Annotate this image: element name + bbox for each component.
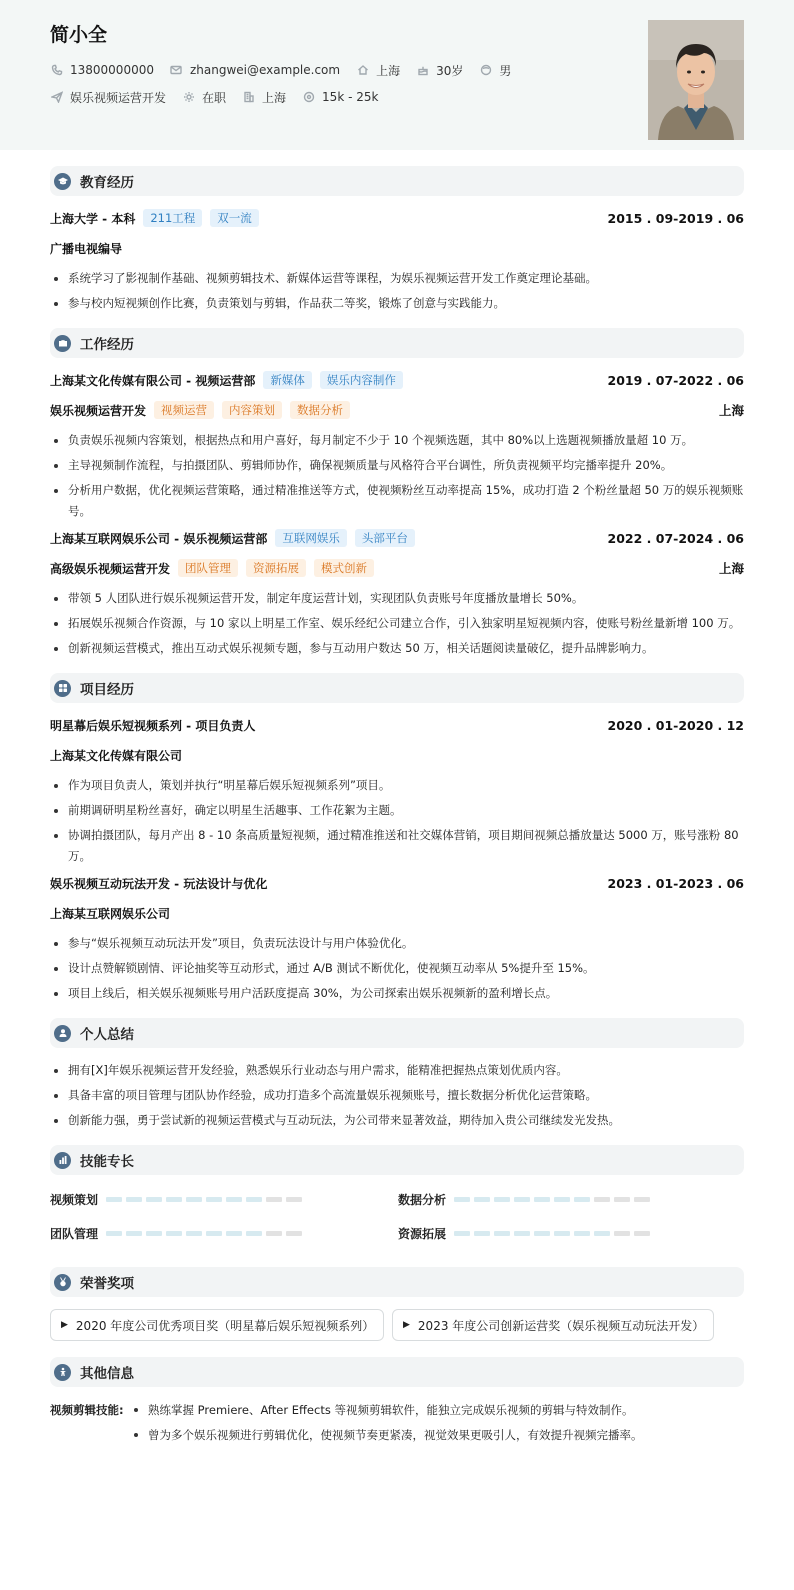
projects-header (50, 673, 744, 703)
work-title: 工作经历 (80, 337, 134, 353)
avatar-photo (648, 20, 744, 140)
city-item (356, 62, 400, 79)
skill-name: 视频策划 (50, 1192, 99, 1207)
awards-title: 荣誉奖项 (80, 1276, 134, 1292)
skill-level-segment (266, 1197, 282, 1202)
project-row (50, 873, 744, 893)
skill-level-segment (246, 1197, 262, 1202)
list-item: 具备丰富的项目管理与团队协作经验，成功打造多个高流量娱乐视频账号，擅长数据分析优化运营策略。 (50, 1085, 744, 1106)
project-org: 上海某互联网娱乐公司 (50, 906, 171, 921)
position-item (50, 89, 166, 106)
skill-level-segment (574, 1197, 590, 1202)
send-icon (50, 91, 63, 104)
school-name: 上海大学 - 本科 (50, 211, 136, 226)
skill-level-segment (594, 1231, 610, 1236)
target-city-text: 上海 (262, 90, 287, 105)
education-title: 教育经历 (80, 175, 134, 191)
list-item: 负责娱乐视频内容策划，根据热点和用户喜好，每月制定不少于 10 个视频选题，其中 80%以上选题视频播放量超 10 万。 (50, 430, 744, 451)
education-date: 2015 . 09-2019 . 06 (607, 210, 744, 226)
list-item: 熟练掌握 Premiere、After Effects 等视频剪辑软件，能独立完成娱乐视频的剪辑与特效制作。 (128, 1399, 643, 1421)
company-tag: 娱乐内容制作 (320, 371, 403, 389)
major-row (50, 238, 744, 258)
skill-level-segment (226, 1197, 242, 1202)
project-row (50, 715, 744, 735)
email-text[interactable]: zhangwei@example.com (189, 63, 341, 77)
skill-level-segment (574, 1231, 590, 1236)
list-item: 系统学习了影视制作基础、视频剪辑技术、新媒体运营等课程，为娱乐视频运营开发工作奠定理论基础。 (50, 268, 744, 289)
age-text: 30岁 (436, 63, 464, 78)
school-tag: 双一流 (210, 209, 259, 227)
skill-item (50, 1225, 398, 1241)
list-item: 参与校内短视频创作比赛，负责策划与剪辑，作品获二等奖，锻炼了创意与实践能力。 (50, 293, 744, 314)
work-bullets (50, 430, 744, 522)
role-row (50, 558, 744, 578)
skill-level-segment (614, 1197, 630, 1202)
award-card[interactable] (50, 1309, 384, 1341)
home-icon (356, 64, 369, 77)
role-tag: 内容策划 (222, 401, 282, 419)
project-item (50, 715, 744, 867)
company-tag: 新媒体 (263, 371, 312, 389)
summary-section (50, 1018, 744, 1131)
triangle-right-icon: ▶ (403, 1320, 410, 1330)
award-text: 2020 年度公司优秀项目奖（明星幕后娱乐短视频系列） (75, 1318, 375, 1333)
skill-name: 数据分析 (398, 1192, 447, 1207)
skill-level-segment (126, 1197, 142, 1202)
awards-section (50, 1267, 744, 1341)
skill-item (398, 1225, 698, 1241)
role-row (50, 400, 744, 420)
skill-level-segment (474, 1197, 490, 1202)
target-city-item (242, 89, 286, 106)
gender-text: 男 (499, 63, 512, 78)
project-bullets (50, 775, 744, 867)
candidate-name: 简小全 (50, 24, 108, 46)
project-item (50, 873, 744, 1004)
other-title: 其他信息 (80, 1366, 134, 1382)
skill-level-segment (514, 1231, 530, 1236)
list-item: 参与“娱乐视频互动玩法开发”项目，负责玩法设计与用户体验优化。 (50, 933, 744, 954)
project-name: 娱乐视频互动玩法开发 - 玩法设计与优化 (50, 876, 268, 891)
skill-name: 团队管理 (50, 1226, 99, 1241)
gender-item (479, 62, 511, 79)
skill-level-segment (634, 1197, 650, 1202)
city-text: 上海 (376, 63, 401, 78)
skill-level-segment (286, 1197, 302, 1202)
other-info-row (50, 1399, 744, 1449)
company-name: 上海某文化传媒有限公司 - 视频运营部 (50, 373, 256, 388)
project-date: 2023 . 01-2023 . 06 (607, 875, 744, 891)
work-bullets (50, 588, 744, 659)
education-header (50, 166, 744, 196)
skill-level-segment (634, 1231, 650, 1236)
list-item: 分析用户数据，优化视频运营策略，通过精准推送等方式，使视频粉丝互动率提高 15%，成功打造 2 个粉丝量超 50 万的娱乐视频账号。 (50, 480, 744, 522)
role-tag: 模式创新 (314, 559, 374, 577)
skill-level-segment (554, 1231, 570, 1236)
list-item: 设计点赞解锁剧情、评论抽奖等互动形式，通过 A/B 测试不断优化，使视频互动率从 5%提升至 15%。 (50, 958, 744, 979)
gender-icon (479, 64, 492, 77)
work-date: 2022 . 07-2024 . 06 (607, 530, 744, 546)
user-icon (54, 1025, 71, 1042)
skill-level-segment (186, 1231, 202, 1236)
list-item: 拓展娱乐视频合作资源，与 10 家以上明星工作室、娱乐经纪公司建立合作，引入独家明星短视频内容，使账号粉丝量新增 100 万。 (50, 613, 744, 634)
grid-icon (54, 680, 71, 697)
skill-level-segment (146, 1197, 162, 1202)
contact-row (50, 61, 744, 79)
work-item (50, 370, 744, 522)
school-tag: 211工程 (143, 209, 202, 227)
mail-icon (170, 64, 183, 77)
company-tag: 互联网娱乐 (275, 529, 347, 547)
salary-text: 15k - 25k (322, 90, 379, 104)
person-icon (54, 1364, 71, 1381)
project-org-row (50, 745, 744, 765)
project-org: 上海某文化传媒有限公司 (50, 748, 183, 763)
role-name: 娱乐视频运营开发 (50, 403, 147, 418)
company-row (50, 528, 744, 548)
resume-header (0, 0, 794, 150)
skill-level-segment (594, 1197, 610, 1202)
skill-level-segment (614, 1231, 630, 1236)
project-date: 2020 . 01-2020 . 12 (607, 717, 744, 733)
skill-level-bar (106, 1197, 306, 1202)
list-item: 项目上线后，相关娱乐视频账号用户活跃度提高 30%，为公司探索出娱乐视频新的盈利增长点。 (50, 983, 744, 1004)
skill-level-segment (246, 1231, 262, 1236)
list-item: 带领 5 人团队进行娱乐视频运营开发，制定年度运营计划，实现团队负责账号年度播放量增长 50%。 (50, 588, 744, 609)
company-name: 上海某互联网娱乐公司 - 娱乐视频运营部 (50, 531, 268, 546)
skill-level-segment (146, 1231, 162, 1236)
skill-level-segment (206, 1197, 222, 1202)
summary-header (50, 1018, 744, 1048)
company-tag: 头部平台 (355, 529, 415, 547)
role-tag: 数据分析 (290, 401, 350, 419)
role-name: 高级娱乐视频运营开发 (50, 561, 171, 576)
phone-text: 13800000000 (70, 63, 154, 77)
list-item: 作为项目负责人，策划并执行“明星幕后娱乐短视频系列”项目。 (50, 775, 744, 796)
awards-list (50, 1309, 744, 1341)
skill-item (50, 1191, 398, 1207)
skill-level-segment (494, 1197, 510, 1202)
other-label: 视频剪辑技能: (50, 1403, 124, 1417)
briefcase-icon (54, 335, 71, 352)
education-school-row (50, 208, 744, 228)
skill-level-segment (166, 1231, 182, 1236)
triangle-right-icon: ▶ (61, 1320, 68, 1330)
job-intent-row (50, 88, 744, 106)
role-tag: 团队管理 (178, 559, 238, 577)
work-header (50, 328, 744, 358)
project-bullets (50, 933, 744, 1004)
work-location: 上海 (718, 403, 744, 418)
project-name: 明星幕后娱乐短视频系列 - 项目负责人 (50, 718, 256, 733)
skill-level-bar (454, 1197, 654, 1202)
list-item: 前期调研明星粉丝喜好，确定以明星生活趣事、工作花絮为主题。 (50, 800, 744, 821)
skill-level-segment (474, 1231, 490, 1236)
major-name: 广播电视编导 (50, 241, 123, 256)
skill-item (398, 1191, 698, 1207)
skill-name: 资源拓展 (398, 1226, 447, 1241)
project-org-row (50, 903, 744, 923)
skill-level-segment (534, 1197, 550, 1202)
skill-level-segment (454, 1231, 470, 1236)
email-item (170, 63, 340, 77)
status-text: 在职 (202, 90, 227, 105)
skill-level-segment (226, 1231, 242, 1236)
graduation-cap-icon (54, 173, 71, 190)
work-location: 上海 (718, 561, 744, 576)
award-card[interactable] (392, 1309, 714, 1341)
cake-icon (416, 64, 429, 77)
phone-icon (50, 64, 63, 77)
other-section (50, 1357, 744, 1449)
coin-icon (302, 91, 315, 104)
medal-icon (54, 1274, 71, 1291)
skill-level-segment (106, 1231, 122, 1236)
education-section (50, 166, 744, 314)
skill-level-bar (454, 1231, 654, 1236)
skill-level-segment (554, 1197, 570, 1202)
summary-title: 个人总结 (80, 1027, 134, 1043)
awards-header (50, 1267, 744, 1297)
age-item (416, 62, 463, 79)
position-text: 娱乐视频运营开发 (70, 90, 167, 105)
skill-level-segment (454, 1197, 470, 1202)
list-item: 主导视频制作流程，与拍摄团队、剪辑师协作，确保视频质量与风格符合平台调性，所负责视频平均完播率提升 20%。 (50, 455, 744, 476)
company-row (50, 370, 744, 390)
work-section (50, 328, 744, 659)
skills-header (50, 1145, 744, 1175)
award-text: 2023 年度公司创新运营奖（娱乐视频互动玩法开发） (417, 1318, 705, 1333)
skill-level-segment (514, 1197, 530, 1202)
gear-icon (182, 91, 195, 104)
skill-level-segment (126, 1231, 142, 1236)
list-item: 拥有[X]年娱乐视频运营开发经验，熟悉娱乐行业动态与用户需求，能精准把握热点策划优质内容。 (50, 1060, 744, 1081)
building-icon (242, 91, 255, 104)
skills-grid (50, 1187, 744, 1253)
status-item (182, 89, 226, 106)
skill-level-segment (494, 1231, 510, 1236)
summary-bullets (50, 1060, 744, 1131)
skills-section (50, 1145, 744, 1253)
bar-chart-icon (54, 1152, 71, 1169)
role-tag: 资源拓展 (246, 559, 306, 577)
other-bullets (128, 1399, 643, 1449)
list-item: 创新视频运营模式，推出互动式娱乐视频专题，参与互动用户数达 50 万，相关话题阅读量破亿，提升品牌影响力。 (50, 638, 744, 659)
skill-level-segment (286, 1231, 302, 1236)
skills-title: 技能专长 (80, 1154, 134, 1170)
skill-level-segment (534, 1231, 550, 1236)
skill-level-segment (266, 1231, 282, 1236)
role-tag: 视频运营 (154, 401, 214, 419)
skill-level-segment (166, 1197, 182, 1202)
skill-level-segment (206, 1231, 222, 1236)
salary-item (302, 90, 378, 104)
skill-level-bar (106, 1231, 306, 1236)
work-date: 2019 . 07-2022 . 06 (607, 372, 744, 388)
projects-title: 项目经历 (80, 682, 134, 698)
skill-level-segment (106, 1197, 122, 1202)
phone-item (50, 63, 154, 77)
list-item: 曾为多个娱乐视频进行剪辑优化，使视频节奏更紧凑，视觉效果更吸引人，有效提升视频完播率。 (128, 1424, 643, 1446)
work-item (50, 528, 744, 659)
resume-body (0, 150, 794, 1449)
skill-level-segment (186, 1197, 202, 1202)
list-item: 协调拍摄团队，每月产出 8 - 10 条高质量短视频，通过精准推送和社交媒体营销，项目期间视频总播放量达 5000 万，账号涨粉 80 万。 (50, 825, 744, 867)
list-item: 创新能力强，勇于尝试新的视频运营模式与互动玩法，为公司带来显著效益，期待加入贵公司继续发光发热。 (50, 1110, 744, 1131)
projects-section (50, 673, 744, 1004)
other-header (50, 1357, 744, 1387)
education-bullets (50, 268, 744, 314)
